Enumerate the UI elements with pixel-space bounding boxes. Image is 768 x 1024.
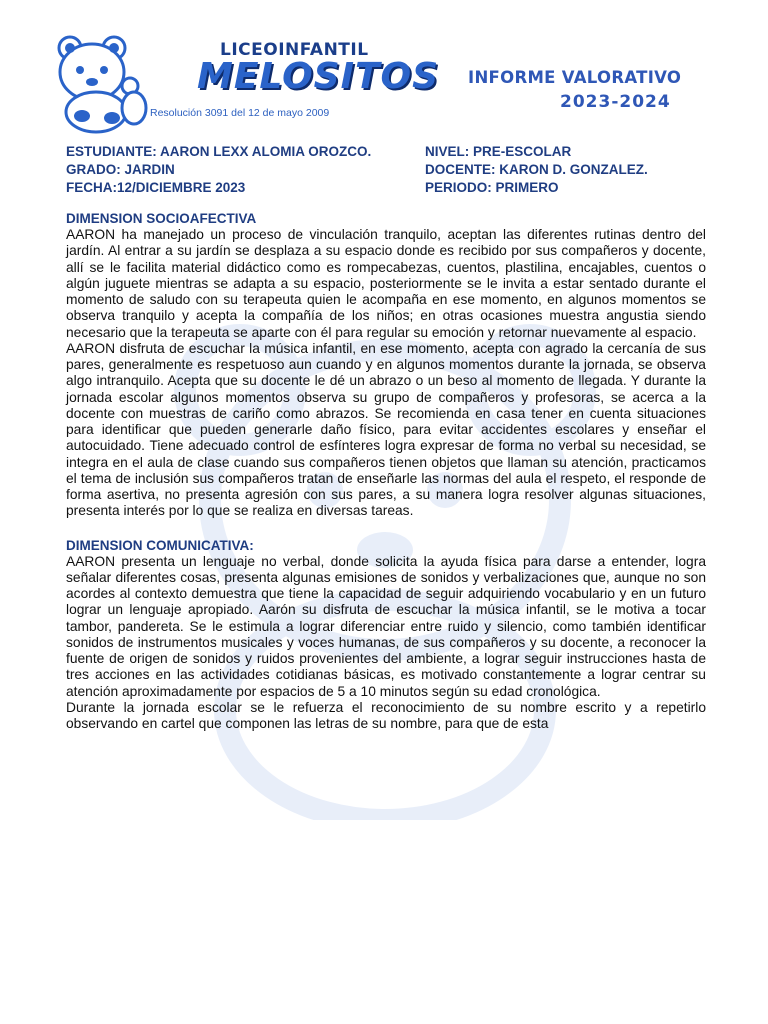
student-name: ESTUDIANTE: AARON LEXX ALOMIA OROZCO. — [66, 144, 372, 159]
paragraph: AARON presenta un lenguaje no verbal, donde solicita la ayuda física para darse a entender, logra señalar diferentes cosas, presenta algunas emisiones de sonidos y verbalizaciones que, aunque no son acordes al contexto demuestra que tiene la capacidad de seguir adquiriendo vocabulario y en un futuro lograr un lenguaje apropiado. Aarón su disfruta de escuchar la música infantil, se le motiva a tocar tambor, pandereta. Se le estimula a lograr diferenciar entre ruido y silencio, como también identificar sonidos de instrumentos musicales y voces humanas, de sus compañeros y su docente, a reconocer la fuente de origen de sonidos y ruidos provenientes del ambiente, a lograr seguir instrucciones hasta de tres acciones en las actividades cotidianas básicas, es motivado constantemente a lograr centrar su atención aproximadamente por espacios de 5 a 10 minutos según su edad cronológica. — [66, 553, 706, 699]
report-date: FECHA:12/DICIEMBRE 2023 — [66, 180, 246, 195]
info-row — [66, 161, 706, 179]
student-grade: GRADO: JARDIN — [66, 162, 175, 177]
report-period: PERIODO: PRIMERO — [425, 180, 559, 195]
info-row — [66, 143, 706, 161]
document-header — [50, 34, 730, 144]
bear-logo-icon — [52, 34, 148, 134]
section-title-socioafectiva: DIMENSION SOCIOAFECTIVA — [66, 211, 257, 226]
info-row — [66, 179, 706, 197]
logo-school-name: MELOSITOS — [197, 56, 440, 97]
logo-school-prefix: LICEOINFANTIL — [220, 40, 369, 60]
student-level: NIVEL: PRE-ESCOLAR — [425, 144, 572, 159]
paragraph: Durante la jornada escolar se le refuerza el reconocimiento de su nombre escrito y a repetirlo observando en cartel que componen las letras de su nombre, para que de esta — [66, 699, 706, 731]
report-title: INFORME VALORATIVO — [468, 68, 682, 87]
logo-resolution: Resolución 3091 del 12 de mayo 2009 — [150, 107, 330, 119]
report-year: 2023-2024 — [560, 92, 671, 112]
report-body — [66, 210, 706, 732]
teacher-name: DOCENTE: KARON D. GONZALEZ. — [425, 162, 648, 177]
section-title-comunicativa: DIMENSION COMUNICATIVA: — [66, 537, 254, 553]
paragraph: AARON disfruta de escuchar la música infantil, en ese momento, acepta con agrado la cercanía de sus pares, generalmente es respetuoso aun cuando y en algunos momentos durante la jornada, se observa algo intranquilo. Acepta que su docente le dé un abrazo o un beso al momento de llegada. Y durante la jornada escolar algunos momentos observa su grupo de compañeros y profesoras, se acerca a la docente con muestras de cariño como abrazos. Se recomienda en casa tener en cuenta situaciones para identificar que pueden generarle daño físico, para evitar accidentes escolares y enseñar el autocuidado. Tiene adecuado control de esfínteres logra expresar de forma no verbal su necesidad, se integra en el aula de clase cuando sus compañeros tienen objetos que llaman su atención, practicamos el tema de inclusión sus compañeros tratan de enseñarle las normas del aula el respeto, el responde de forma asertiva, no presenta agresión con sus pares, a su manera logra resolver algunas situaciones, presenta interés por lo que se realiza en diversas tareas. — [66, 340, 706, 519]
student-info-block — [66, 143, 706, 197]
section-spacer — [66, 520, 706, 537]
paragraph: AARON ha manejado un proceso de vinculación tranquilo, aceptan las diferentes rutinas dentro del jardín. Al entrar a su jardín se desplaza a su espacio donde es recibido por sus compañeros y docente, allí se le facilita material didáctico como es rompecabezas, cuentos, plastilina, encajables, cuentos o algún juguete mientras se adapta a su espacio, posteriormente se le invita a estar sentado durante el momento de saludo con su terapeuta quien le acompaña en ese momento, en algunos momentos se observa tranquilo y acepta la compañía de los niños; en otras ocasiones muestra angustia siendo necesario que la terapeuta se aparte con él para regular su emoción y retornar nuevamente al espacio. — [66, 227, 706, 340]
